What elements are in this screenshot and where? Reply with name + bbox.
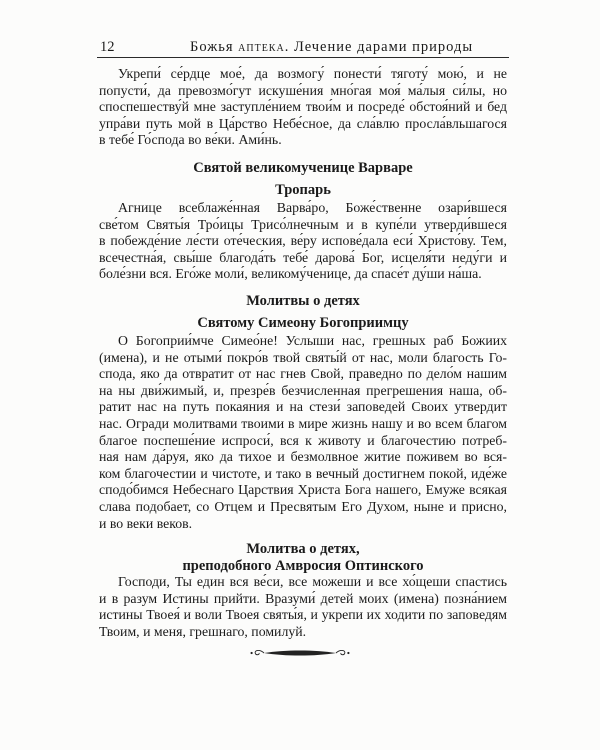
text-line: ком благочестии и чистоте, и тако в вечный достигнем покой, иде́же: [99, 465, 507, 481]
running-title: [190, 38, 473, 56]
text-line: в побежде́ние ле́сти оте́ческия, ве́ру испове́дала еси́ Христо́ву. Тем,: [99, 233, 507, 249]
simeon-prayer-paragraph: [99, 333, 507, 532]
text-line: Укрепи́ се́рдце мое́, да возмогу́ понести́ тяготу́ мою́, и не: [118, 66, 507, 81]
text-line: благое поспеше́ние испроси́, вся к животу и благочестию потреб-: [99, 432, 507, 448]
text-line: и во веки веков.: [99, 515, 193, 531]
ornament-center: [264, 650, 336, 655]
text-line: спода, яко да отвратит от нас гнев Свой, праведно по дело́м нашим: [99, 366, 507, 382]
section-subtitle-simeon: Святому Симеону Богоприимцу: [197, 315, 409, 331]
section-title-children: Молитвы о детях: [246, 293, 360, 309]
text-line: боле́зни вся. Его́же моли́, великому́ченице, да спасе́т ду́ши на́ша.: [99, 266, 482, 282]
intro-paragraph: [99, 66, 507, 149]
text-line: истины Твоея́ и воли Твоея святы́я, и укрепи их ходити по заповедям: [99, 607, 507, 623]
text-line: ная нам да́руя, яко да тихое и безмолвное житие поживем во вся-: [99, 449, 507, 465]
text-line: на ны дви́жимый, и, презре́в безчисленная прегрешения наша, об-: [99, 382, 507, 398]
text-line: сподо́бимся Небеснаго Царствия Христа Бога нашего, Емуже всякая: [99, 482, 507, 498]
text-line: и в разум Истины прийти. Вразуми́ детей моих (имена) позна́нием: [99, 590, 507, 606]
section-title-ambrose-line1: Молитва о детях,: [246, 541, 360, 557]
text-line: све́том Святы́я Тро́ицы Трисо́лнечным и в купе́ли утверди́вшеся: [99, 216, 507, 232]
page-number: 12: [100, 39, 115, 55]
text-line: Твоим, и меня, грешнаго, помилуй.: [99, 623, 307, 639]
text-line: нас. Огради молитвами твоими в мире жизнь нашу и во всем благом: [99, 415, 507, 431]
text-line: в тебе́ Го́спода во ве́ки. Ами́нь.: [99, 132, 282, 148]
ambrose-prayer-paragraph: [99, 574, 507, 640]
text-line: попусти́, да превозмо́гут искуше́ния мно́гая моя́ ма́лыя си́лы, но: [99, 82, 507, 98]
running-title-smallcaps: аптека: [238, 39, 285, 55]
text-line: ратит нас на путь покаяния и на стези́ заповедей Своих утвердит: [99, 399, 507, 415]
text-line: слава подобает, со Отцем и Пресвятым Его Духом, ныне и присно,: [99, 498, 507, 514]
ornament-flourish-right: [336, 650, 345, 654]
text-line: О Богоприи́мче Симео́не! Услыши нас, грешных раб Божиих: [118, 333, 507, 348]
header-rule: [97, 57, 509, 58]
ornament-dot-right: [347, 652, 349, 654]
running-head: [99, 38, 507, 56]
text-line: Агнице всеблаже́нная Варва́ро, Боже́ственне озари́вшеся: [118, 200, 507, 215]
text-line: (имена), и не отыми́ покро́в твой святы́й от нас, моли благость Го-: [99, 349, 507, 365]
running-title-part: Божья: [190, 39, 239, 55]
section-subtitle-troparion: Тропарь: [275, 182, 331, 198]
ornament-dot-left: [251, 652, 253, 654]
text-line: споспешеству́й мне заступле́нием твои́м и посреде́ обстоя́ний и бед: [99, 99, 507, 115]
section-title-varvara: Святой великомученице Варваре: [193, 160, 413, 176]
troparion-paragraph: [99, 200, 507, 283]
running-title-part: . Лечение дарами природы: [284, 39, 474, 55]
ornament-divider: [250, 646, 350, 660]
ornament-flourish-left: [255, 650, 264, 654]
text-line: упра́ви путь мой в Ца́рство Небе́сное, да сла́влю просла́вльшагося: [99, 115, 507, 131]
text-line: всечестна́я, свы́ше благода́ть тебе́ дарова́ Бог, исцеля́ти неду́ги и: [99, 249, 507, 265]
section-title-ambrose-line2: преподобного Амвросия Оптинского: [182, 558, 424, 574]
text-line: Господи, Ты един вся ве́си, все можеши и все хо́щеши спастись: [118, 574, 507, 589]
